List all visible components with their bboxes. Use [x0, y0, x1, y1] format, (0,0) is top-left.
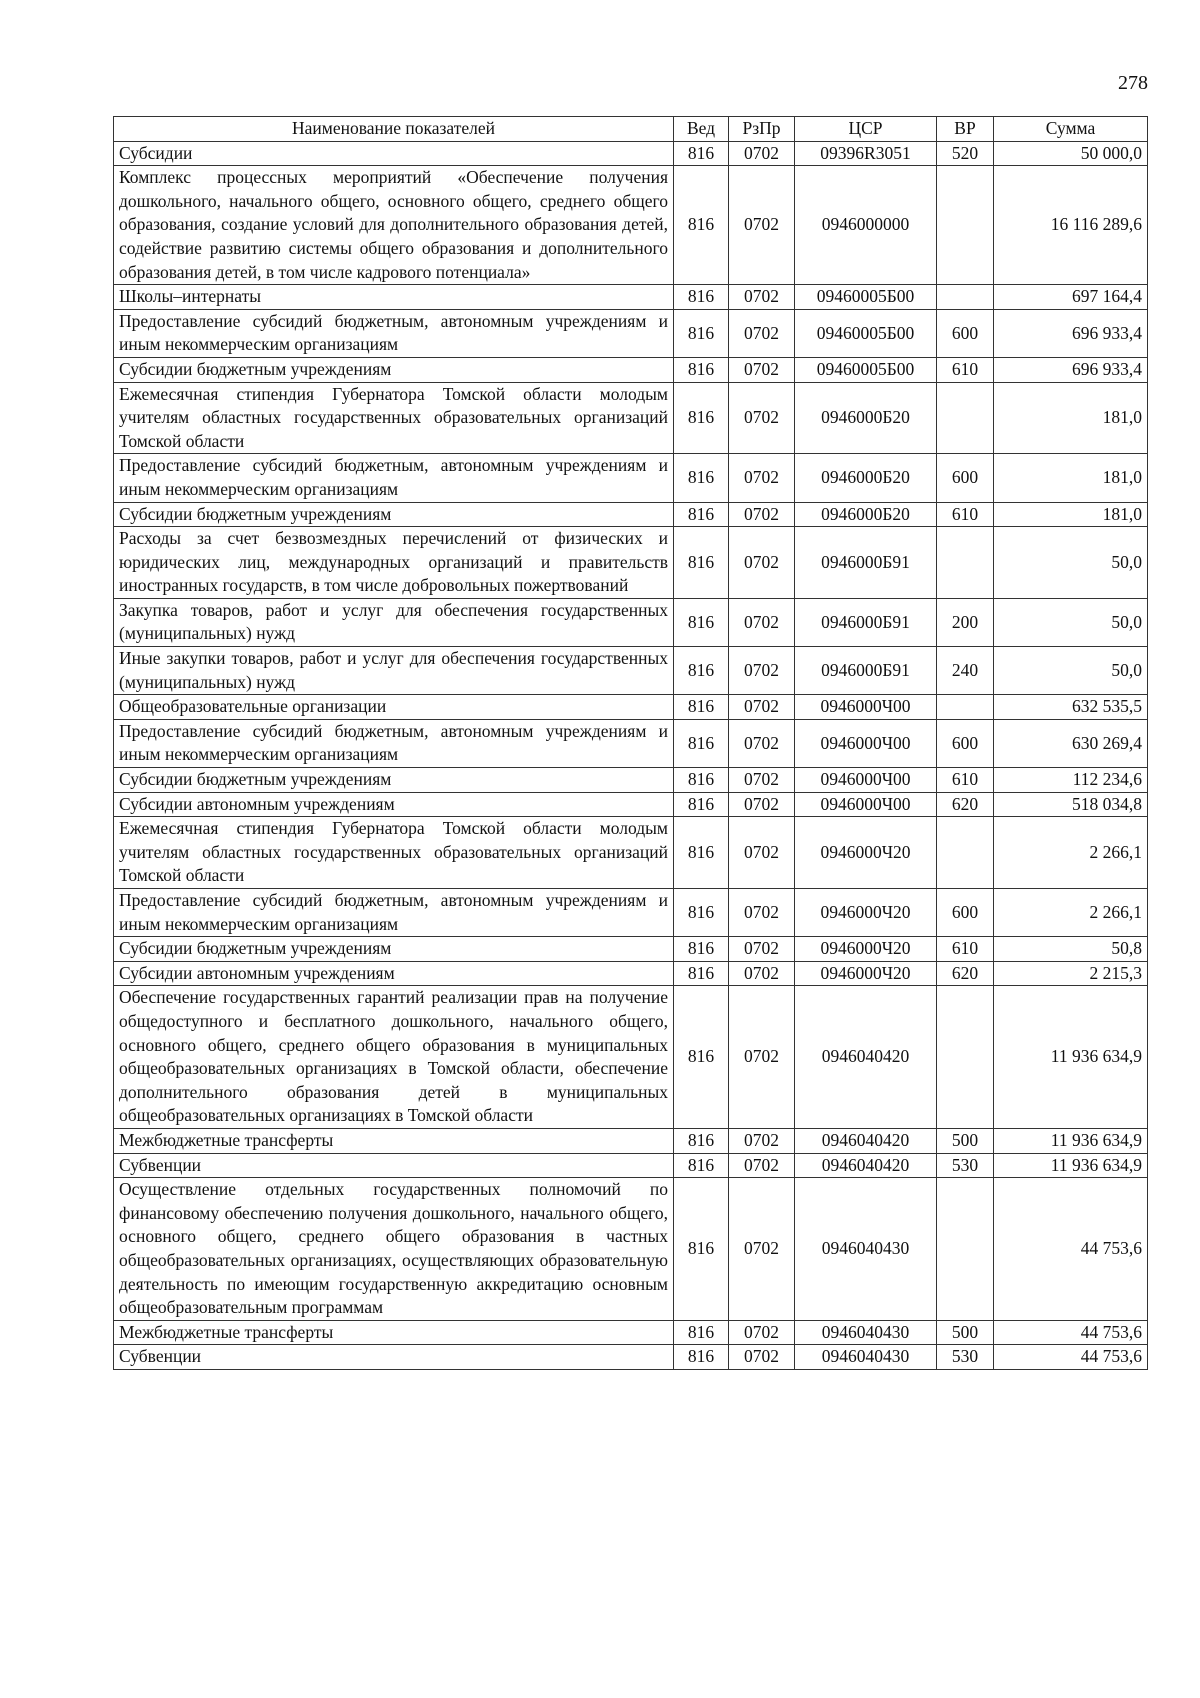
cell-csr: 0946000Ч20 — [795, 889, 937, 937]
cell-vr: 200 — [937, 598, 994, 646]
cell-rzpr: 0702 — [729, 382, 795, 454]
cell-sum: 2 266,1 — [994, 817, 1148, 889]
cell-name: Субсидии бюджетным учреждениям — [114, 357, 674, 382]
cell-name: Межбюджетные трансферты — [114, 1320, 674, 1345]
cell-csr: 0946000Ч00 — [795, 768, 937, 793]
table-row — [114, 285, 1148, 310]
cell-vr — [937, 695, 994, 720]
cell-csr: 0946040420 — [795, 986, 937, 1129]
table-row — [114, 986, 1148, 1129]
cell-name: Комплекс процессных мероприятий «Обеспечение получения дошкольного, начального общего, основного общего, среднего общего образования, создание условий для дополнительного образования детей, содействие развитию системы общего образования и дополнительного образования детей, в том числе кадрового потенциала» — [114, 166, 674, 285]
table-row — [114, 309, 1148, 357]
cell-csr: 0946000000 — [795, 166, 937, 285]
table-row — [114, 695, 1148, 720]
cell-ved: 816 — [674, 454, 729, 502]
cell-csr: 0946000Ч20 — [795, 937, 937, 962]
cell-name: Иные закупки товаров, работ и услуг для обеспечения государственных (муниципальных) нужд — [114, 647, 674, 695]
header-csr: ЦСР — [795, 117, 937, 142]
cell-name: Предоставление субсидий бюджетным, автономным учреждениям и иным некоммерческим организациям — [114, 889, 674, 937]
cell-ved: 816 — [674, 695, 729, 720]
cell-vr — [937, 986, 994, 1129]
cell-vr — [937, 527, 994, 599]
cell-sum: 50,8 — [994, 937, 1148, 962]
cell-name: Субсидии автономным учреждениям — [114, 792, 674, 817]
table-row — [114, 768, 1148, 793]
table-row — [114, 792, 1148, 817]
cell-rzpr: 0702 — [729, 1153, 795, 1178]
cell-ved: 816 — [674, 502, 729, 527]
cell-csr: 0946040430 — [795, 1178, 937, 1321]
cell-sum: 11 936 634,9 — [994, 1128, 1148, 1153]
cell-sum: 181,0 — [994, 502, 1148, 527]
cell-csr: 0946000Ч00 — [795, 792, 937, 817]
cell-ved: 816 — [674, 1153, 729, 1178]
cell-name: Расходы за счет безвозмездных перечислений от физических и юридических лиц, международных организаций и правительств иностранных государств, в том числе добровольных пожертвований — [114, 527, 674, 599]
cell-vr: 240 — [937, 647, 994, 695]
header-sum: Сумма — [994, 117, 1148, 142]
cell-sum: 181,0 — [994, 382, 1148, 454]
table-row — [114, 502, 1148, 527]
table-row — [114, 166, 1148, 285]
header-rzpr: РзПр — [729, 117, 795, 142]
cell-sum: 696 933,4 — [994, 357, 1148, 382]
table-row — [114, 454, 1148, 502]
cell-sum: 44 753,6 — [994, 1345, 1148, 1370]
cell-rzpr: 0702 — [729, 502, 795, 527]
cell-name: Общеобразовательные организации — [114, 695, 674, 720]
cell-csr: 0946040430 — [795, 1345, 937, 1370]
cell-name: Ежемесячная стипендия Губернатора Томской области молодым учителям областных государственных образовательных организаций Томской области — [114, 382, 674, 454]
cell-sum: 16 116 289,6 — [994, 166, 1148, 285]
cell-rzpr: 0702 — [729, 141, 795, 166]
cell-csr: 0946000Ч00 — [795, 695, 937, 720]
table-row — [114, 1128, 1148, 1153]
cell-name: Межбюджетные трансферты — [114, 1128, 674, 1153]
cell-rzpr: 0702 — [729, 1320, 795, 1345]
cell-ved: 816 — [674, 141, 729, 166]
cell-vr: 530 — [937, 1345, 994, 1370]
cell-sum: 632 535,5 — [994, 695, 1148, 720]
cell-rzpr: 0702 — [729, 1345, 795, 1370]
cell-rzpr: 0702 — [729, 1128, 795, 1153]
table-row — [114, 357, 1148, 382]
cell-name: Предоставление субсидий бюджетным, автономным учреждениям и иным некоммерческим организациям — [114, 454, 674, 502]
cell-ved: 816 — [674, 719, 729, 767]
cell-vr — [937, 817, 994, 889]
cell-ved: 816 — [674, 1320, 729, 1345]
table-row — [114, 527, 1148, 599]
cell-rzpr: 0702 — [729, 647, 795, 695]
cell-vr: 610 — [937, 937, 994, 962]
cell-sum: 181,0 — [994, 454, 1148, 502]
cell-sum: 50 000,0 — [994, 141, 1148, 166]
cell-csr: 0946040420 — [795, 1153, 937, 1178]
cell-rzpr: 0702 — [729, 357, 795, 382]
header-ved: Вед — [674, 117, 729, 142]
cell-csr: 0946000Б20 — [795, 502, 937, 527]
cell-csr: 0946000Б91 — [795, 527, 937, 599]
cell-sum: 2 215,3 — [994, 961, 1148, 986]
cell-rzpr: 0702 — [729, 309, 795, 357]
cell-rzpr: 0702 — [729, 285, 795, 310]
cell-csr: 0946000Ч00 — [795, 719, 937, 767]
cell-vr — [937, 382, 994, 454]
cell-ved: 816 — [674, 817, 729, 889]
table-row — [114, 1178, 1148, 1321]
table-row — [114, 961, 1148, 986]
cell-sum: 11 936 634,9 — [994, 1153, 1148, 1178]
cell-rzpr: 0702 — [729, 768, 795, 793]
table-body — [114, 141, 1148, 1369]
cell-vr: 500 — [937, 1128, 994, 1153]
cell-vr: 610 — [937, 768, 994, 793]
cell-sum: 697 164,4 — [994, 285, 1148, 310]
cell-name: Ежемесячная стипендия Губернатора Томской области молодым учителям областных государственных образовательных организаций Томской области — [114, 817, 674, 889]
page-number: 278 — [1118, 72, 1148, 94]
cell-vr: 600 — [937, 889, 994, 937]
cell-sum: 112 234,6 — [994, 768, 1148, 793]
cell-rzpr: 0702 — [729, 598, 795, 646]
cell-rzpr: 0702 — [729, 792, 795, 817]
cell-vr: 620 — [937, 792, 994, 817]
table-row — [114, 719, 1148, 767]
table-row — [114, 1345, 1148, 1370]
cell-name: Осуществление отдельных государственных полномочий по финансовому обеспечению получения дошкольного, начального общего, основного общего, среднего общего образования в частных общеобразовательных организациях, осуществляющих образовательную деятельность по имеющим государственную аккредитацию основным общеобразовательным программам — [114, 1178, 674, 1321]
cell-rzpr: 0702 — [729, 527, 795, 599]
cell-ved: 816 — [674, 309, 729, 357]
cell-vr: 600 — [937, 719, 994, 767]
cell-ved: 816 — [674, 961, 729, 986]
table-row — [114, 817, 1148, 889]
cell-csr: 0946000Ч20 — [795, 961, 937, 986]
cell-vr: 500 — [937, 1320, 994, 1345]
cell-csr: 09460005Б00 — [795, 285, 937, 310]
cell-ved: 816 — [674, 768, 729, 793]
header-name: Наименование показателей — [114, 117, 674, 142]
cell-name: Школы–интернаты — [114, 285, 674, 310]
cell-name: Субвенции — [114, 1345, 674, 1370]
cell-vr — [937, 1178, 994, 1321]
cell-name: Предоставление субсидий бюджетным, автономным учреждениям и иным некоммерческим организациям — [114, 719, 674, 767]
cell-ved: 816 — [674, 986, 729, 1129]
cell-name: Обеспечение государственных гарантий реализации прав на получение общедоступного и бесплатного дошкольного, начального общего, основного общего, среднего общего образования в муниципальных общеобразовательных организациях в Томской области, обеспечение дополнительного образования детей в муниципальных общеобразовательных организациях в Томской области — [114, 986, 674, 1129]
cell-vr: 600 — [937, 309, 994, 357]
cell-name: Субсидии бюджетным учреждениям — [114, 768, 674, 793]
cell-rzpr: 0702 — [729, 986, 795, 1129]
cell-ved: 816 — [674, 285, 729, 310]
header-vr: ВР — [937, 117, 994, 142]
cell-ved: 816 — [674, 1178, 729, 1321]
cell-csr: 0946040430 — [795, 1320, 937, 1345]
cell-ved: 816 — [674, 792, 729, 817]
cell-name: Субсидии бюджетным учреждениям — [114, 502, 674, 527]
table-row — [114, 937, 1148, 962]
cell-ved: 816 — [674, 889, 729, 937]
cell-ved: 816 — [674, 1345, 729, 1370]
cell-csr: 0946000Б20 — [795, 382, 937, 454]
cell-ved: 816 — [674, 1128, 729, 1153]
cell-sum: 44 753,6 — [994, 1178, 1148, 1321]
cell-sum: 2 266,1 — [994, 889, 1148, 937]
cell-rzpr: 0702 — [729, 695, 795, 720]
cell-name: Предоставление субсидий бюджетным, автономным учреждениям и иным некоммерческим организациям — [114, 309, 674, 357]
cell-sum: 50,0 — [994, 647, 1148, 695]
cell-sum: 518 034,8 — [994, 792, 1148, 817]
cell-ved: 816 — [674, 166, 729, 285]
cell-sum: 50,0 — [994, 527, 1148, 599]
cell-csr: 09460005Б00 — [795, 309, 937, 357]
cell-vr: 520 — [937, 141, 994, 166]
cell-rzpr: 0702 — [729, 166, 795, 285]
cell-name: Субсидии бюджетным учреждениям — [114, 937, 674, 962]
cell-name: Субвенции — [114, 1153, 674, 1178]
cell-sum: 630 269,4 — [994, 719, 1148, 767]
cell-ved: 816 — [674, 382, 729, 454]
cell-ved: 816 — [674, 527, 729, 599]
cell-rzpr: 0702 — [729, 719, 795, 767]
cell-name: Субсидии автономным учреждениям — [114, 961, 674, 986]
cell-csr: 0946000Ч20 — [795, 817, 937, 889]
cell-name: Закупка товаров, работ и услуг для обеспечения государственных (муниципальных) нужд — [114, 598, 674, 646]
cell-ved: 816 — [674, 357, 729, 382]
cell-vr — [937, 166, 994, 285]
cell-csr: 0946000Б91 — [795, 647, 937, 695]
cell-vr: 610 — [937, 357, 994, 382]
table-row — [114, 647, 1148, 695]
cell-name: Субсидии — [114, 141, 674, 166]
budget-table — [113, 116, 1148, 1370]
table-header-row — [114, 117, 1148, 142]
cell-rzpr: 0702 — [729, 889, 795, 937]
table-row — [114, 889, 1148, 937]
table-row — [114, 598, 1148, 646]
cell-rzpr: 0702 — [729, 961, 795, 986]
cell-rzpr: 0702 — [729, 1178, 795, 1321]
table-row — [114, 1320, 1148, 1345]
cell-sum: 44 753,6 — [994, 1320, 1148, 1345]
cell-ved: 816 — [674, 647, 729, 695]
cell-vr — [937, 285, 994, 310]
cell-vr: 530 — [937, 1153, 994, 1178]
cell-ved: 816 — [674, 598, 729, 646]
cell-rzpr: 0702 — [729, 454, 795, 502]
cell-rzpr: 0702 — [729, 937, 795, 962]
cell-csr: 09460005Б00 — [795, 357, 937, 382]
cell-sum: 11 936 634,9 — [994, 986, 1148, 1129]
cell-rzpr: 0702 — [729, 817, 795, 889]
table-row — [114, 1153, 1148, 1178]
cell-vr: 620 — [937, 961, 994, 986]
cell-vr: 610 — [937, 502, 994, 527]
table-row — [114, 382, 1148, 454]
cell-ved: 816 — [674, 937, 729, 962]
table-row — [114, 141, 1148, 166]
cell-sum: 696 933,4 — [994, 309, 1148, 357]
cell-csr: 0946040420 — [795, 1128, 937, 1153]
cell-vr: 600 — [937, 454, 994, 502]
cell-csr: 0946000Б20 — [795, 454, 937, 502]
cell-csr: 0946000Б91 — [795, 598, 937, 646]
cell-csr: 09396R3051 — [795, 141, 937, 166]
cell-sum: 50,0 — [994, 598, 1148, 646]
